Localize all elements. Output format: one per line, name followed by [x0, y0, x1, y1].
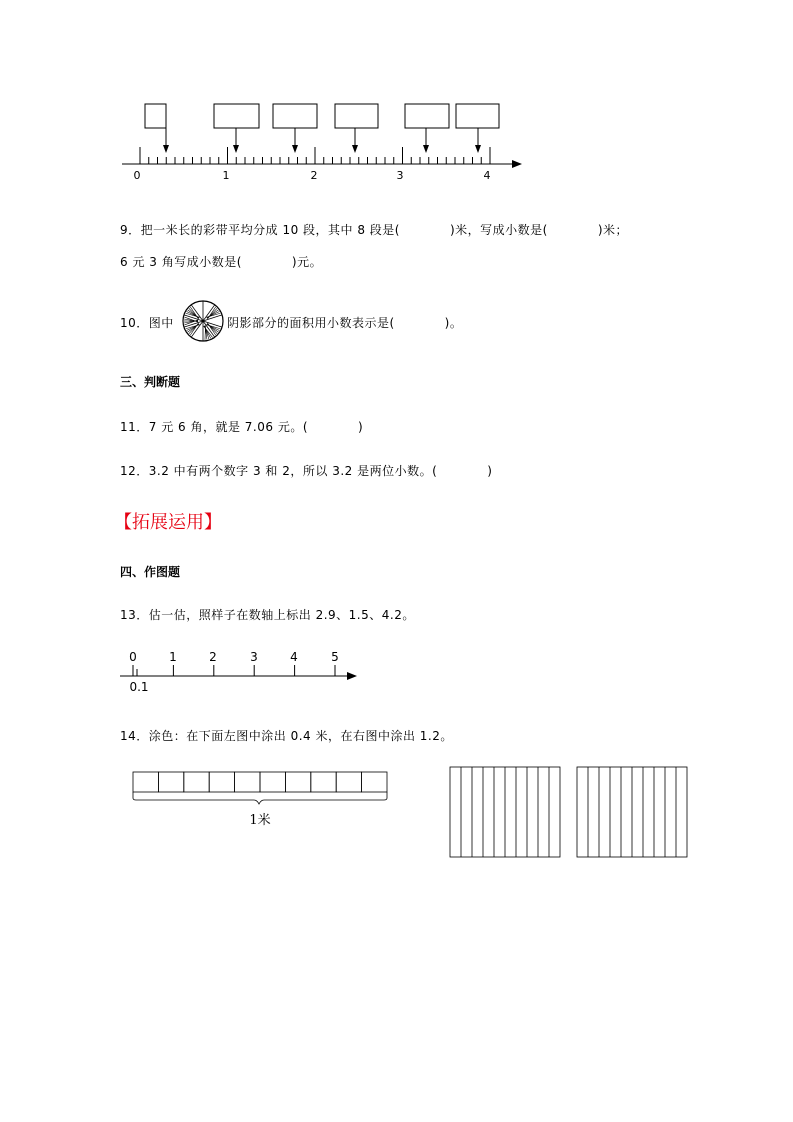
- nl1-label-4: 4: [483, 169, 491, 182]
- meter-bar: [128, 767, 398, 837]
- answer-box[interactable]: [405, 104, 449, 128]
- nl1-label-1: 1: [222, 169, 230, 182]
- grid-right[interactable]: [575, 765, 691, 860]
- numberline-1: [110, 95, 540, 185]
- answer-box[interactable]: [335, 104, 378, 128]
- bar-cell[interactable]: [285, 772, 310, 792]
- q9-line1: 9．把一米长的彩带平均分成 10 段，其中 8 段是( )米，写成小数是( )米；: [120, 223, 629, 237]
- q10-text-after: 阴影部分的面积用小数表示是( )。: [227, 316, 463, 330]
- nl1-label-2: 2: [310, 169, 318, 182]
- answer-box[interactable]: [273, 104, 317, 128]
- q14-text: 14．涂色：在下面左图中涂出 0.4 米，在右图中涂出 1.2。: [120, 729, 453, 743]
- q9-line2: 6 元 3 角写成小数是( )元。: [120, 255, 323, 269]
- circle-figure: [180, 298, 226, 344]
- bar-cell[interactable]: [133, 772, 158, 792]
- bar-cell[interactable]: [336, 772, 361, 792]
- answer-box[interactable]: [456, 104, 499, 128]
- nl2-label-4: 4: [290, 650, 298, 664]
- q10-text-before: 10．图中: [120, 316, 174, 330]
- q12-text: 12．3.2 中有两个数字 3 和 2，所以 3.2 是两位小数。( ): [120, 464, 493, 478]
- nl2-label-1: 1: [169, 650, 177, 664]
- nl2-label-5: 5: [331, 650, 339, 664]
- arrow-head: [475, 145, 481, 153]
- nl1-label-0: 0: [133, 169, 141, 182]
- arrow-head: [233, 145, 239, 153]
- nl2-label-0: 0: [129, 650, 137, 664]
- answer-box[interactable]: [214, 104, 259, 128]
- answer-box[interactable]: [145, 104, 166, 128]
- section-3-title: 三、判断题: [120, 375, 181, 389]
- arrow-head: [352, 145, 358, 153]
- nl2-label-2: 2: [209, 650, 217, 664]
- nl2-sample-label: 0.1: [129, 680, 149, 694]
- q13-text: 13．估一估，照样子在数轴上标出 2.9、1.5、4.2。: [120, 608, 415, 622]
- bar-cell[interactable]: [260, 772, 285, 792]
- numberline-2: [115, 645, 365, 695]
- bar-cell[interactable]: [362, 772, 387, 792]
- extension-heading: 【拓展运用】: [114, 512, 222, 533]
- grid-left[interactable]: [448, 765, 564, 860]
- bar-cell[interactable]: [158, 772, 183, 792]
- arrow-head: [423, 145, 429, 153]
- nl1-label-3: 3: [396, 169, 404, 182]
- arrow-head: [292, 145, 298, 153]
- bar-cell[interactable]: [311, 772, 336, 792]
- section-4-title: 四、作图题: [120, 565, 181, 579]
- bar-cell[interactable]: [184, 772, 209, 792]
- nl2-label-3: 3: [250, 650, 258, 664]
- bar-cell[interactable]: [209, 772, 234, 792]
- q11-text: 11．7 元 6 角，就是 7.06 元。( ): [120, 420, 364, 434]
- bar-cell[interactable]: [235, 772, 260, 792]
- meter-bar-label: 1米: [249, 813, 271, 828]
- arrow-head: [163, 145, 169, 153]
